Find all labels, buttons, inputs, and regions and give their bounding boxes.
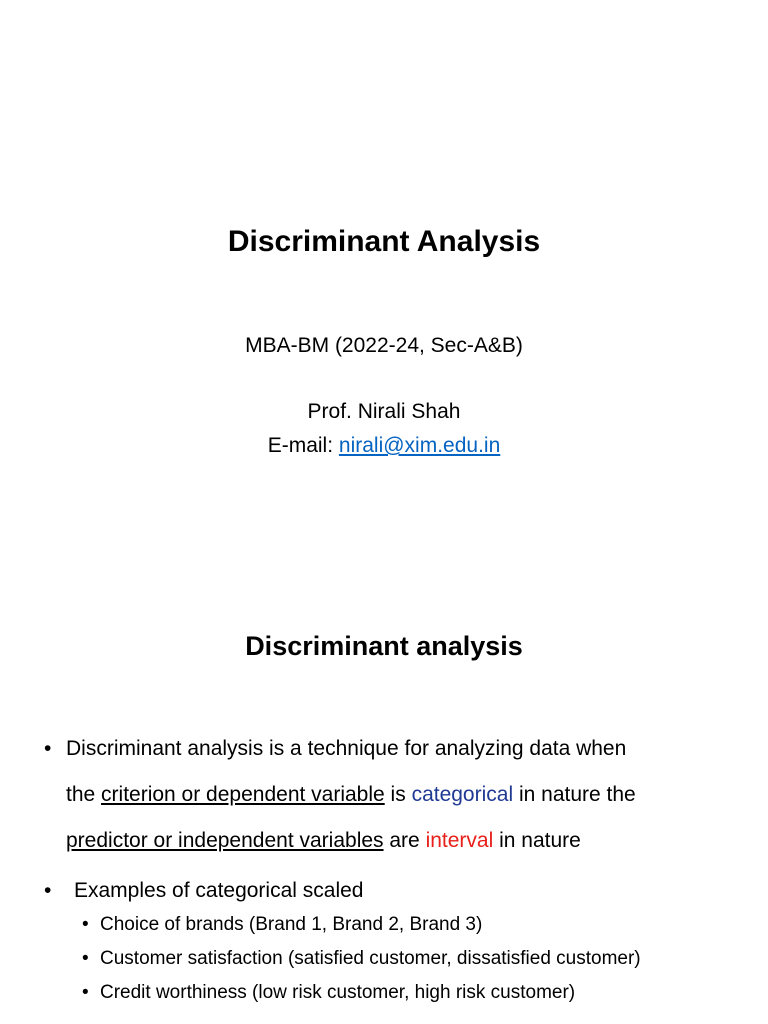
slide-subtitle: [0, 329, 768, 463]
definition-line-1: Discriminant analysis is a technique for analyzing data when: [66, 737, 627, 760]
sub-bullet-icon: •: [82, 914, 89, 935]
sub-bullet-icon: •: [82, 948, 89, 969]
sub-bullet-icon: •: [82, 982, 89, 1003]
examples-lead: Examples of categorical scaled: [74, 879, 364, 902]
bullet-list: [44, 726, 744, 1010]
professor-name: Prof. Nirali Shah: [307, 400, 461, 423]
slide-title: Discriminant Analysis: [227, 225, 541, 258]
predictor-term: predictor or independent variables: [66, 829, 384, 852]
interval-term: interval: [425, 829, 494, 852]
text-run: in nature the: [513, 783, 636, 806]
spacer: [0, 363, 768, 395]
slide-title: Discriminant analysis: [245, 631, 523, 661]
definition-line-2: [66, 772, 744, 818]
email-label: E-mail:: [267, 434, 339, 457]
criterion-term: criterion or dependent variable: [101, 783, 385, 806]
example-text: Customer satisfaction (satisfied customer, dissatisfied customer): [100, 948, 641, 969]
example-item: [82, 908, 760, 942]
example-text: Credit worthiness (low risk customer, high risk customer): [100, 982, 576, 1003]
text-run: is: [384, 783, 412, 806]
text-run: in nature: [493, 829, 581, 852]
email-link[interactable]: nirali@xim.edu.in: [338, 434, 501, 457]
text-run: are: [383, 829, 426, 852]
examples-list: [82, 908, 760, 1010]
example-item: [82, 942, 760, 976]
example-text: Choice of brands (Brand 1, Brand 2, Brand 3): [100, 914, 483, 935]
categorical-term: categorical: [411, 783, 514, 806]
bullet-icon: •: [44, 879, 52, 902]
text-run: the: [66, 783, 102, 806]
bullet-examples: [44, 874, 744, 1010]
bullet-icon: •: [44, 737, 52, 760]
definition-line-3: [66, 818, 744, 864]
bullet-definition: [44, 726, 744, 864]
example-item: [82, 976, 760, 1010]
email-line: [0, 429, 768, 463]
content-slide: [0, 576, 768, 1024]
program-text: MBA-BM (2022-24, Sec-A&B): [245, 334, 523, 357]
